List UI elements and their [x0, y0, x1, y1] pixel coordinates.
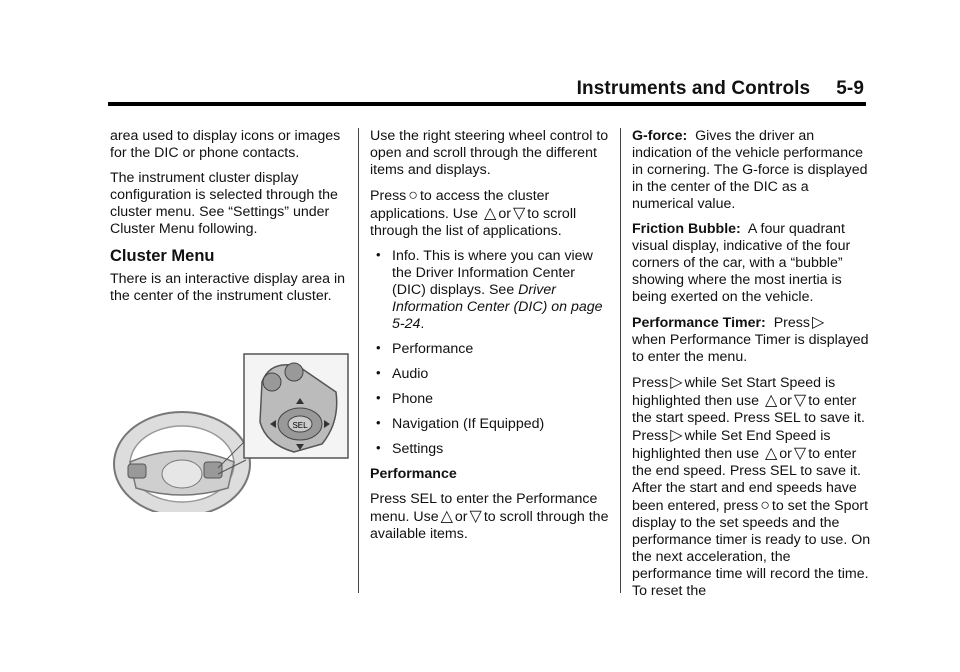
down-triangle-icon: ▽	[793, 392, 807, 409]
steering-wheel-figure	[110, 352, 350, 512]
paragraph: Press ○ to access the cluster applications. Use △ or ▽ to scroll through the list of applications.	[370, 187, 577, 239]
column-3	[632, 128, 872, 608]
list-item: • Settings	[370, 441, 610, 458]
sel-label: SEL	[292, 421, 308, 430]
paragraph: Performance Timer: Press ▷ when Performance Timer is displayed to enter the menu.	[632, 314, 869, 365]
right-triangle-icon: ▷	[811, 314, 825, 331]
paragraph: area used to display icons or images for the DIC or phone contacts.	[110, 128, 341, 161]
column-divider	[620, 128, 621, 593]
paragraph: Press SEL to enter the Performance menu. Use △ or ▽ to scroll through the available items.	[370, 491, 609, 542]
list-item: • Info. This is where you can view the Driver Information Center (DIC) displays. See Driver Information Center (DIC) on page 5-24.	[370, 248, 610, 333]
header-rule	[108, 102, 866, 106]
column-1	[110, 128, 350, 313]
subheading: Performance	[370, 466, 457, 482]
paragraph: Use the right steering wheel control to open and scroll through the different items and displays.	[370, 128, 609, 178]
section-title: Instruments and Controls	[576, 78, 811, 99]
paragraph: There is an interactive display area in the center of the instrument cluster.	[110, 271, 346, 304]
page-number: 5-9	[836, 78, 864, 99]
list-item: • Phone	[370, 391, 610, 408]
up-triangle-icon: △	[764, 392, 778, 409]
up-triangle-icon: △	[440, 508, 453, 525]
list-item: • Audio	[370, 366, 610, 383]
bullet-list	[370, 248, 610, 458]
down-triangle-icon: ▽	[469, 508, 482, 525]
paragraph: Press ▷ while Set Start Speed is highlighted then use △ or ▽ to enter the start speed. Press SEL to save it. Press ▷ while Set End Speed is highlighted then use △ or ▽ to enter the end speed. Press SEL to save it. After the start and end speeds have been entered, press ○ to set the Sport display to the set speeds and the performance timer is ready to use. On the next acceleration, the performance time will record the time. To reset the	[632, 374, 871, 599]
up-triangle-icon: △	[764, 445, 778, 462]
list-item: • Navigation (If Equipped)	[370, 416, 610, 433]
list-item: • Performance	[370, 341, 610, 358]
paragraph: G-force: Gives the driver an indication of the vehicle performance in cornering. The G-force is displayed in the center of the DIC as a numerical value.	[632, 128, 868, 212]
column-divider	[358, 128, 359, 593]
down-triangle-icon: ▽	[512, 205, 526, 222]
paragraph: Friction Bubble: A four quadrant visual display, indicative of the four corners of the car, with a “bubble” showing where the most inertia is being exerted on the vehicle.	[632, 221, 851, 305]
up-triangle-icon: △	[484, 205, 497, 222]
right-triangle-icon: ▷	[670, 427, 683, 444]
page-header	[577, 78, 864, 100]
paragraph: The instrument cluster display configuration is selected through the cluster menu. See “Settings” under Cluster Menu following.	[110, 170, 338, 237]
right-triangle-icon: ▷	[670, 374, 683, 391]
circle-select-icon: ○	[760, 497, 770, 514]
circle-select-icon: ○	[408, 187, 418, 204]
column-2	[370, 128, 610, 551]
down-triangle-icon: ▽	[793, 445, 807, 462]
section-heading: Cluster Menu	[110, 247, 215, 265]
